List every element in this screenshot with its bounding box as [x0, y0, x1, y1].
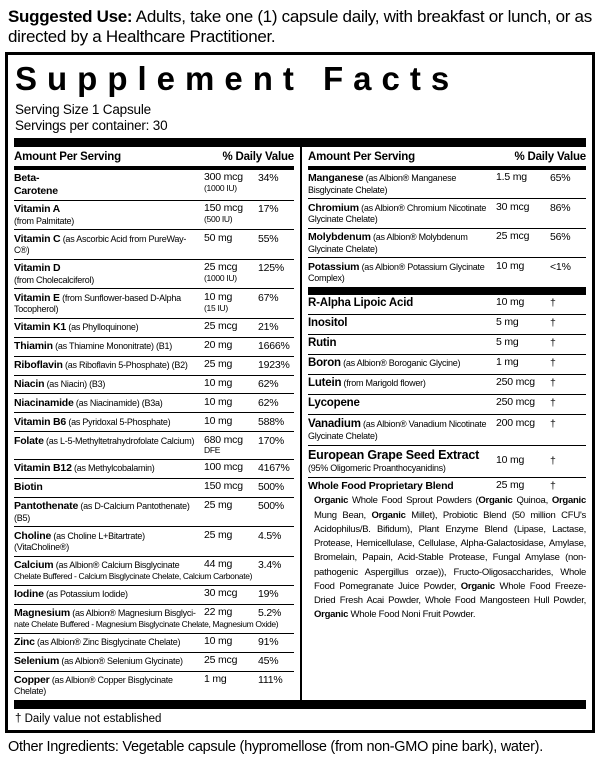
nutrient-daily-value: 17%: [258, 203, 279, 216]
nutrient-amount: 25 mcg: [204, 654, 238, 667]
nutrient-daily-value: 55%: [258, 232, 279, 245]
nutrient-name: Beta- Carotene: [14, 172, 58, 197]
serving-size: Serving Size 1 Capsule: [15, 101, 151, 117]
nutrient-amount: 25 mcg (1000 IU): [204, 262, 258, 283]
nutrient-amount-sub: (1000 IU): [204, 182, 237, 193]
nutrient-daily-value: 500%: [258, 500, 285, 513]
nutrient-line: [14, 559, 294, 571]
column-header-right: [308, 147, 586, 170]
nutrient-name: Calcium (as Albion® Calcium Bisglycinate: [14, 559, 180, 572]
nutrient-name: Potassium (as Albion® Potassium Glycinate Complex): [308, 260, 485, 284]
nutrient-daily-value: 34%: [258, 172, 279, 185]
other-ingredients: Other Ingredients: Vegetable capsule (hypromellose (from non-GMO pine bark), water).: [8, 739, 543, 755]
nutrient-line: [14, 262, 294, 285]
nutrient-daily-value: †: [550, 397, 556, 410]
nutrient-name: Choline (as Choline L+Bitartrate) (VitaCholine®): [14, 529, 145, 552]
nutrient-line: [308, 448, 586, 473]
left-column: [14, 147, 300, 700]
nutrient-line: [14, 397, 294, 409]
nutrient-daily-value: <1%: [550, 260, 571, 273]
nutrient-name: Vitamin K1 (as Phylloquinone): [14, 321, 139, 334]
nutrient-name: Manganese (as Albion® Manganese Bisglycinate Chelate): [308, 172, 457, 195]
nutrient-row: [14, 459, 294, 478]
nutrient-amount-sub: (15 IU): [204, 302, 228, 313]
nutrient-line: [308, 172, 586, 195]
nutrient-row: [14, 431, 294, 459]
nutrient-row: [14, 375, 294, 394]
nutrient-line: [308, 261, 586, 284]
supplement-facts-panel: [5, 52, 595, 733]
suggested-use-text: [0, 0, 600, 52]
nutrient-daily-value: †: [550, 454, 556, 467]
nutrient-row: [14, 497, 294, 526]
nutrient-amount: 250 mcg: [496, 376, 535, 389]
nutrient-daily-value: 4.5%: [258, 529, 282, 542]
nutrient-amount: 10 mg: [204, 395, 233, 408]
blend-header-line: [308, 480, 586, 492]
nutrient-line: [14, 359, 294, 371]
nutrient-name: Vitamin D (from Cholecalciferol): [14, 262, 95, 285]
daily-value-header: % Daily Value: [514, 150, 586, 163]
nutrient-line: [14, 378, 294, 390]
nutrient-daily-value: 67%: [258, 291, 279, 304]
column-header-left: [14, 147, 294, 170]
nutrient-line: [14, 462, 294, 474]
left-nutrient-rows: [14, 170, 294, 700]
nutrient-amount: 10 mg: [204, 635, 233, 648]
nutrient-name: Chromium (as Albion® Chromium Nicotinate Glycinate Chelate): [308, 201, 487, 225]
nutrient-row: [14, 356, 294, 375]
nutrient-row: [308, 445, 586, 477]
nutrient-daily-value: 45%: [258, 655, 279, 668]
nutrient-line: [14, 416, 294, 428]
proprietary-blend-row: [308, 477, 586, 628]
amount-per-serving-header: Amount Per Serving: [308, 150, 415, 163]
nutrient-line: [14, 321, 294, 333]
nutrient-daily-value: 86%: [550, 201, 571, 214]
nutrient-line: [308, 317, 586, 331]
nutrient-name: Folate (as L-5-Methyltetrahydrofolate Calcium): [14, 434, 195, 447]
nutrient-line: [14, 435, 294, 456]
nutrient-name: Vanadium (as Albion® Vanadium Nicotinate Glycinate Chelate): [308, 417, 487, 442]
nutrient-row: [308, 334, 586, 354]
nutrient-daily-value: 19%: [258, 588, 279, 601]
nutrient-amount: 25 mcg: [496, 230, 530, 243]
nutrient-name: Magnesium (as Albion® Magnesium Bisglyci-: [14, 607, 196, 620]
amount-per-serving-header: Amount Per Serving: [14, 150, 121, 163]
nutrient-amount-sub: (1000 IU): [204, 273, 237, 284]
panel-title: Supplement Facts: [15, 59, 460, 97]
nutrient-daily-value: †: [550, 337, 556, 350]
nutrient-daily-value: 588%: [258, 415, 285, 428]
nutrient-line: [14, 636, 294, 648]
nutrient-amount: 250 mcg: [496, 396, 535, 409]
blend-description: Organic Whole Food Sprout Powders (Organic Quinoa, Organic Mung Bean, Organic Millet), Probiotic Blend (50 million CFU's Acidophilus/B. Bifidum), Plant Enzyme Blend (Lipase, Lactase, Protease, Hemicellulase, Cellulase, Alpha-Galactosidase, Amylase, Bromelain, Papain, Acid-Stable Protease, Fungal Amylase (non-pathogenic Aspergillus orzae)), Fructo-Oligosaccharides, Whole Food Pomegranate Juice Powder, Organic Whole Food Freeze-Dried Fresh Acai Powder, Whole Food Mangosteen Hull Powder, Organic Whole Food Noni Fruit Powder.: [314, 495, 587, 621]
nutrient-row: [14, 318, 294, 337]
nutrient-amount: 150 mcg (500 IU): [204, 203, 258, 224]
nutrient-name: R-Alpha Lipoic Acid: [308, 297, 414, 310]
divider-bar-top: [14, 138, 586, 147]
nutrient-line: [14, 530, 294, 553]
nutrient-line: [14, 655, 294, 667]
daily-value-footnote: † Daily value not established: [15, 713, 162, 725]
nutrient-daily-value: 500%: [258, 481, 285, 494]
divider-bar-bottom: [14, 700, 586, 709]
nutrient-name: Pantothenate (as D-Calcium Pantothenate)(B5): [14, 500, 190, 523]
nutrient-row: [14, 412, 294, 431]
nutrient-row: [14, 393, 294, 412]
nutrient-name: Inositol: [308, 317, 348, 330]
right-mineral-rows: [308, 170, 586, 287]
nutrient-amount: 1 mg: [204, 673, 227, 686]
nutrient-daily-value: †: [550, 417, 556, 430]
nutrient-daily-value: †: [550, 317, 556, 330]
nutrient-amount-sub: DFE: [204, 445, 221, 456]
nutrient-amount: 25 mg: [204, 499, 233, 512]
nutrient-name: Vitamin C (as Ascorbic Acid from PureWay-C®): [14, 232, 187, 256]
nutrient-row: [308, 198, 586, 227]
servings-per-container: Servings per container: 30: [15, 118, 168, 134]
nutrient-row: [308, 170, 586, 198]
nutrient-row: [14, 288, 294, 317]
nutrient-name: Lutein (from Marigold flower): [308, 377, 426, 390]
nutrient-daily-value: †: [550, 297, 556, 310]
nutrient-row: [14, 556, 294, 585]
nutrient-name: Vitamin B6 (as Pyridoxal 5-Phosphate): [14, 415, 171, 428]
nutrient-daily-value: 125%: [258, 262, 285, 275]
nutrient-name: Vitamin E (from Sunflower-based D-Alpha Tocopherol): [14, 291, 181, 315]
nutrient-row: [14, 259, 294, 288]
nutrient-amount: 20 mg: [204, 339, 233, 352]
nutrient-name: Riboflavin (as Riboflavin 5-Phosphate) (B2): [14, 359, 188, 372]
nutrient-name: Niacin (as Niacin) (B3): [14, 378, 106, 390]
nutrient-name: Vitamin A (from Palmitate): [14, 203, 75, 226]
nutrient-name: Vitamin B12 (as Methylcobalamin): [14, 462, 155, 475]
nutrient-line: [308, 357, 586, 371]
nutrient-name: Iodine (as Potassium Iodide): [14, 588, 128, 601]
nutrient-name: Rutin: [308, 337, 337, 350]
nutrient-name: Biotin: [14, 481, 43, 494]
nutrient-amount: 1 mg: [496, 356, 519, 369]
nutrient-line: [308, 418, 586, 442]
blend-amount: 25 mg: [496, 479, 525, 492]
nutrient-line: [14, 172, 294, 197]
nutrient-amount: 5 mg: [496, 336, 519, 349]
nutrient-line: [14, 292, 294, 315]
nutrient-row: [14, 671, 294, 700]
nutrient-detail-continued: nate Chelate Buffered - Magnesium Bisglycinate Chelate, Magnesium Oxide): [14, 619, 279, 629]
nutrient-amount: 10 mg: [496, 259, 525, 272]
nutrient-name: Niacinamide (as Niacinamide) (B3a): [14, 396, 163, 409]
nutrient-line: [308, 397, 586, 411]
nutrient-name: Zinc (as Albion® Zinc Bisglycinate Chelate): [14, 636, 181, 649]
nutrient-daily-value: 170%: [258, 434, 285, 447]
nutrient-daily-value: 4167%: [258, 462, 290, 475]
nutrient-amount: 150 mcg: [204, 480, 243, 493]
nutrient-line: [308, 202, 586, 225]
nutrient-amount: 10 mg: [204, 414, 233, 427]
nutrient-row: [14, 170, 294, 200]
nutrient-row: [14, 633, 294, 652]
nutrient-row: [14, 526, 294, 555]
nutrient-row: [308, 295, 586, 314]
nutrient-amount: 30 mcg: [204, 587, 238, 600]
nutrient-line: [14, 607, 294, 619]
nutrient-amount: 10 mg (15 IU): [204, 292, 258, 313]
nutrient-name: European Grape Seed Extract (95% Oligomeric Proanthocyanidins): [308, 448, 480, 473]
nutrient-daily-value: 21%: [258, 321, 279, 334]
nutrient-line: [308, 297, 586, 311]
nutrient-amount: 680 mcg DFE: [204, 435, 258, 456]
nutrient-daily-value: 56%: [550, 231, 571, 244]
nutrient-amount: 10 mg: [496, 453, 525, 466]
nutrient-amount: 22 mg: [204, 606, 233, 619]
nutrient-row: [308, 374, 586, 394]
nutrient-name: Copper (as Albion® Copper Bisglycinate Chelate): [14, 674, 173, 697]
nutrient-row: [308, 414, 586, 445]
nutrient-amount: 200 mcg: [496, 416, 535, 429]
nutrient-daily-value: 1666%: [258, 340, 290, 353]
nutrient-row: [14, 652, 294, 671]
divider-bar-mid: [308, 287, 586, 295]
nutrient-row: [308, 354, 586, 374]
nutrient-name: Lycopene: [308, 397, 360, 410]
nutrient-name: Thiamin (as Thiamine Mononitrate) (B1): [14, 340, 172, 353]
nutrient-daily-value: 62%: [258, 378, 279, 390]
blend-name: Whole Food Proprietary Blend: [308, 480, 454, 493]
nutrient-row: [14, 604, 294, 633]
nutrient-daily-value: 111%: [258, 674, 283, 687]
nutrient-line: [308, 231, 586, 254]
suggested-use-label: Suggested Use:: [8, 7, 133, 26]
nutrient-line: [14, 233, 294, 256]
nutrient-daily-value: 65%: [550, 172, 571, 185]
nutrient-row: [14, 337, 294, 356]
nutrient-line: [308, 377, 586, 391]
nutrient-row: [308, 394, 586, 414]
nutrient-amount: 300 mcg (1000 IU): [204, 172, 258, 193]
blend-dv: †: [550, 480, 556, 493]
nutrient-daily-value: 1923%: [258, 359, 290, 372]
nutrient-line: [14, 500, 294, 523]
nutrient-row: [14, 200, 294, 229]
nutrient-line: [14, 588, 294, 600]
nutrient-line: [14, 203, 294, 226]
nutrient-daily-value: 5.2%: [258, 607, 282, 620]
nutrient-row: [308, 228, 586, 257]
nutrient-row: [14, 478, 294, 497]
nutrient-amount: 50 mg: [204, 231, 233, 244]
nutrient-amount: 10 mg: [204, 377, 233, 389]
nutrient-detail-continued: Chelate Buffered - Calcium Bisglycinate Chelate, Calcium Carbonate): [14, 570, 253, 581]
nutrient-line: [14, 674, 294, 697]
nutrient-line: [14, 340, 294, 352]
nutrient-line: [14, 481, 294, 493]
nutrient-daily-value: 3.4%: [258, 559, 282, 572]
nutrient-daily-value: 91%: [258, 636, 279, 649]
nutrient-amount: 25 mg: [204, 358, 233, 371]
nutrient-amount: 100 mcg: [204, 461, 243, 474]
nutrient-amount: 5 mg: [496, 316, 519, 329]
nutrient-line: [308, 337, 586, 351]
nutrient-columns: [14, 147, 586, 700]
nutrient-amount-sub: (500 IU): [204, 214, 233, 225]
right-other-rows: [308, 295, 586, 477]
nutrient-row: [14, 229, 294, 258]
nutrient-amount: 25 mg: [204, 528, 233, 541]
nutrient-row: [14, 585, 294, 604]
nutrient-row: [308, 257, 586, 286]
nutrient-daily-value: †: [550, 377, 556, 390]
nutrient-name: Boron (as Albion® Boroganic Glycine): [308, 357, 461, 370]
nutrient-amount: 1.5 mg: [496, 171, 527, 184]
nutrient-daily-value: 62%: [258, 396, 279, 409]
right-column: [300, 147, 586, 700]
nutrient-amount: 44 mg: [204, 558, 233, 571]
suggested-use-body: Adults, take one (1) capsule daily, with breakfast or lunch, or as directed by a Healthcare Practitioner.: [8, 7, 592, 46]
nutrient-name: Molybdenum (as Albion® Molybdenum Glycinate Chelate): [308, 231, 468, 254]
nutrient-daily-value: †: [550, 357, 556, 370]
nutrient-name: Selenium (as Albion® Selenium Glycinate): [14, 655, 183, 668]
nutrient-row: [308, 314, 586, 334]
nutrient-amount: 30 mcg: [496, 200, 530, 213]
nutrient-amount: 10 mg: [496, 296, 525, 309]
daily-value-header: % Daily Value: [222, 150, 294, 163]
nutrient-amount: 25 mcg: [204, 320, 238, 333]
